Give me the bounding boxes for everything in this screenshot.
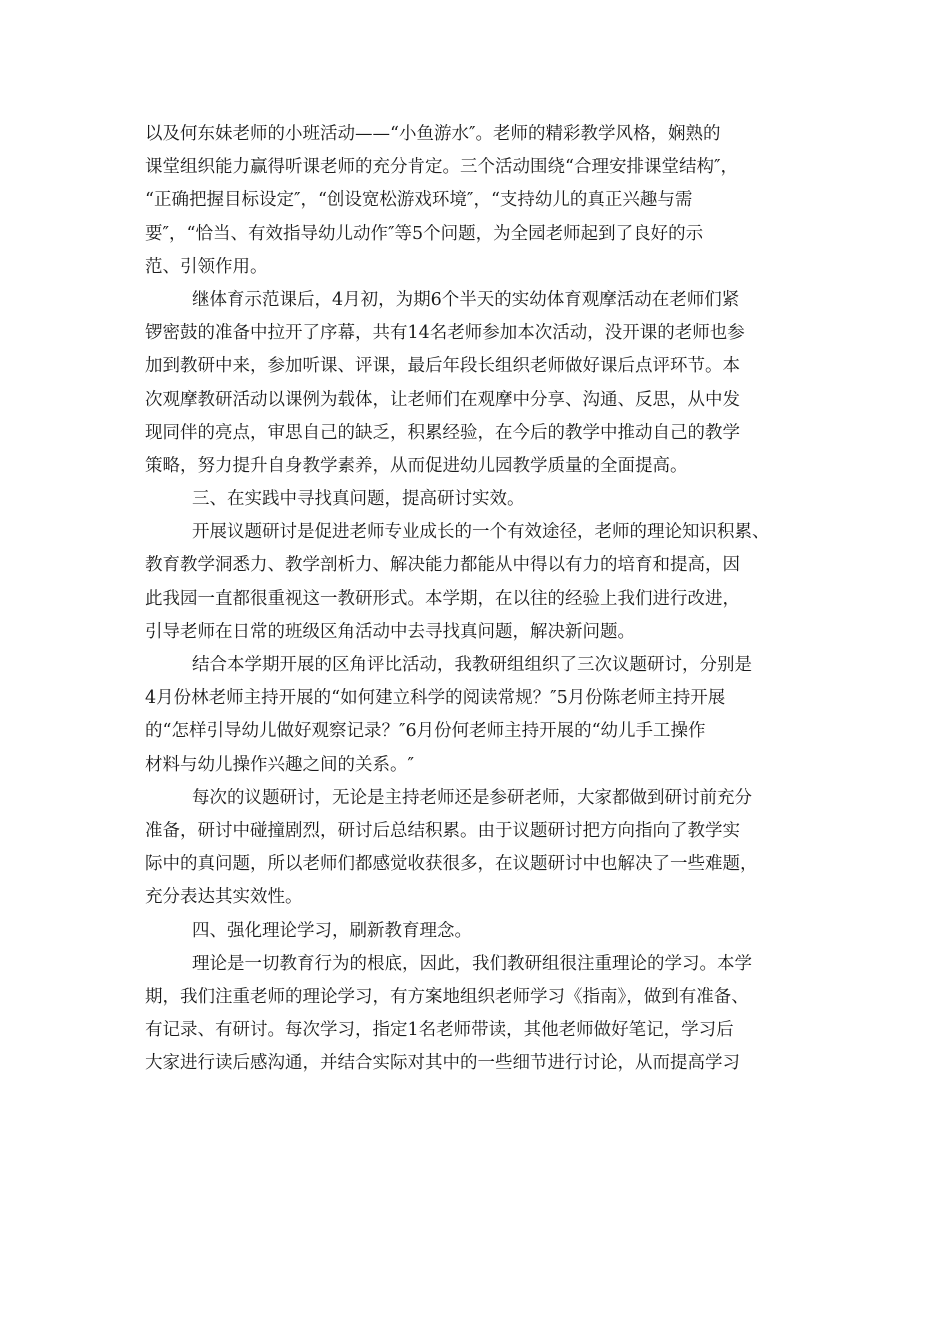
paragraph-start-line: 继体育示范课后，4月初，为期6个半天的实幼体育观摩活动在老师们紧 [192, 289, 740, 310]
text-line: 教育教学洞悉力、教学剖析力、解决能力都能从中得以有力的培育和提高，因 [145, 555, 740, 576]
document-body [145, 118, 815, 1080]
paragraph-start-line: 开展议题研讨是促进老师专业成长的一个有效途径，老师的理论知识积累、 [192, 522, 770, 543]
paragraph-start-line: 每次的议题研讨，无论是主持老师还是参研老师，大家都做到研讨前充分 [192, 787, 752, 808]
text-line: “正确把握目标设定″，“创设宽松游戏环境″，“支持幼儿的真正兴趣与需 [145, 190, 693, 211]
text-line: 加到教研中来，参加听课、评课，最后年段长组织老师做好课后点评环节。本 [145, 356, 740, 377]
text-line: 课堂组织能力赢得听课老师的充分肯定。三个活动围绕“合理安排课堂结构″， [145, 157, 738, 178]
paragraph-start-line: 理论是一切教育行为的根底，因此，我们教研组很注重理论的学习。本学 [192, 953, 752, 974]
text-line: 现同伴的亮点，审思自己的缺乏，积累经验，在今后的教学中推动自己的教学 [145, 422, 740, 443]
text-line: 材料与幼儿操作兴趣之间的关系。″ [145, 754, 415, 775]
section-heading-4: 四、强化理论学习，刷新教育理念。 [192, 920, 472, 941]
text-line: 此我园一直都很重视这一教研形式。本学期，在以往的经验上我们进行改进， [145, 588, 740, 609]
text-line: 要″，“恰当、有效指导幼儿动作″等5个问题，为全园老师起到了良好的示 [145, 223, 704, 244]
text-line: 策略，努力提升自身教学素养，从而促进幼儿园教学质量的全面提高。 [145, 455, 688, 476]
text-line: 范、引领作用。 [145, 256, 268, 277]
text-line: 锣密鼓的准备中拉开了序幕，共有14名老师参加本次活动，没开课的老师也参 [145, 323, 745, 344]
text-line: 引导老师在日常的班级区角活动中去寻找真问题，解决新问题。 [145, 621, 635, 642]
text-line: 有记录、有研讨。每次学习，指定1名老师带读，其他老师做好笔记，学习后 [145, 1020, 734, 1041]
text-line: 期，我们注重老师的理论学习，有方案地组织老师学习《指南》，做到有准备、 [145, 986, 749, 1007]
text-line: 准备，研讨中碰撞剧烈，研讨后总结积累。由于议题研讨把方向指向了教学实 [145, 820, 740, 841]
text-line: 4月份林老师主持开展的“如何建立科学的阅读常规？″5月份陈老师主持开展 [145, 688, 726, 709]
text-line: 大家进行读后感沟通，并结合实际对其中的一些细节进行讨论，从而提高学习 [145, 1053, 740, 1074]
text-line: 以及何东妹老师的小班活动——“小鱼游水″。老师的精彩教学风格，娴熟的 [145, 124, 721, 144]
text-line: 际中的真问题，所以老师们都感觉收获很多，在议题研讨中也解决了一些难题， [145, 854, 758, 875]
paragraph-start-line: 结合本学期开展的区角评比活动，我教研组组织了三次议题研讨，分别是 [192, 655, 752, 675]
text-line: 次观摩教研活动以课例为载体，让老师们在观摩中分享、沟通、反思，从中发 [145, 389, 740, 410]
text-line: 充分表达其实效性。 [145, 887, 303, 908]
text-line: 的“怎样引导幼儿做好观察记录？″6月份何老师主持开展的“幼儿手工操作 [145, 721, 706, 742]
section-heading-3: 三、在实践中寻找真问题，提高研讨实效。 [192, 489, 525, 510]
